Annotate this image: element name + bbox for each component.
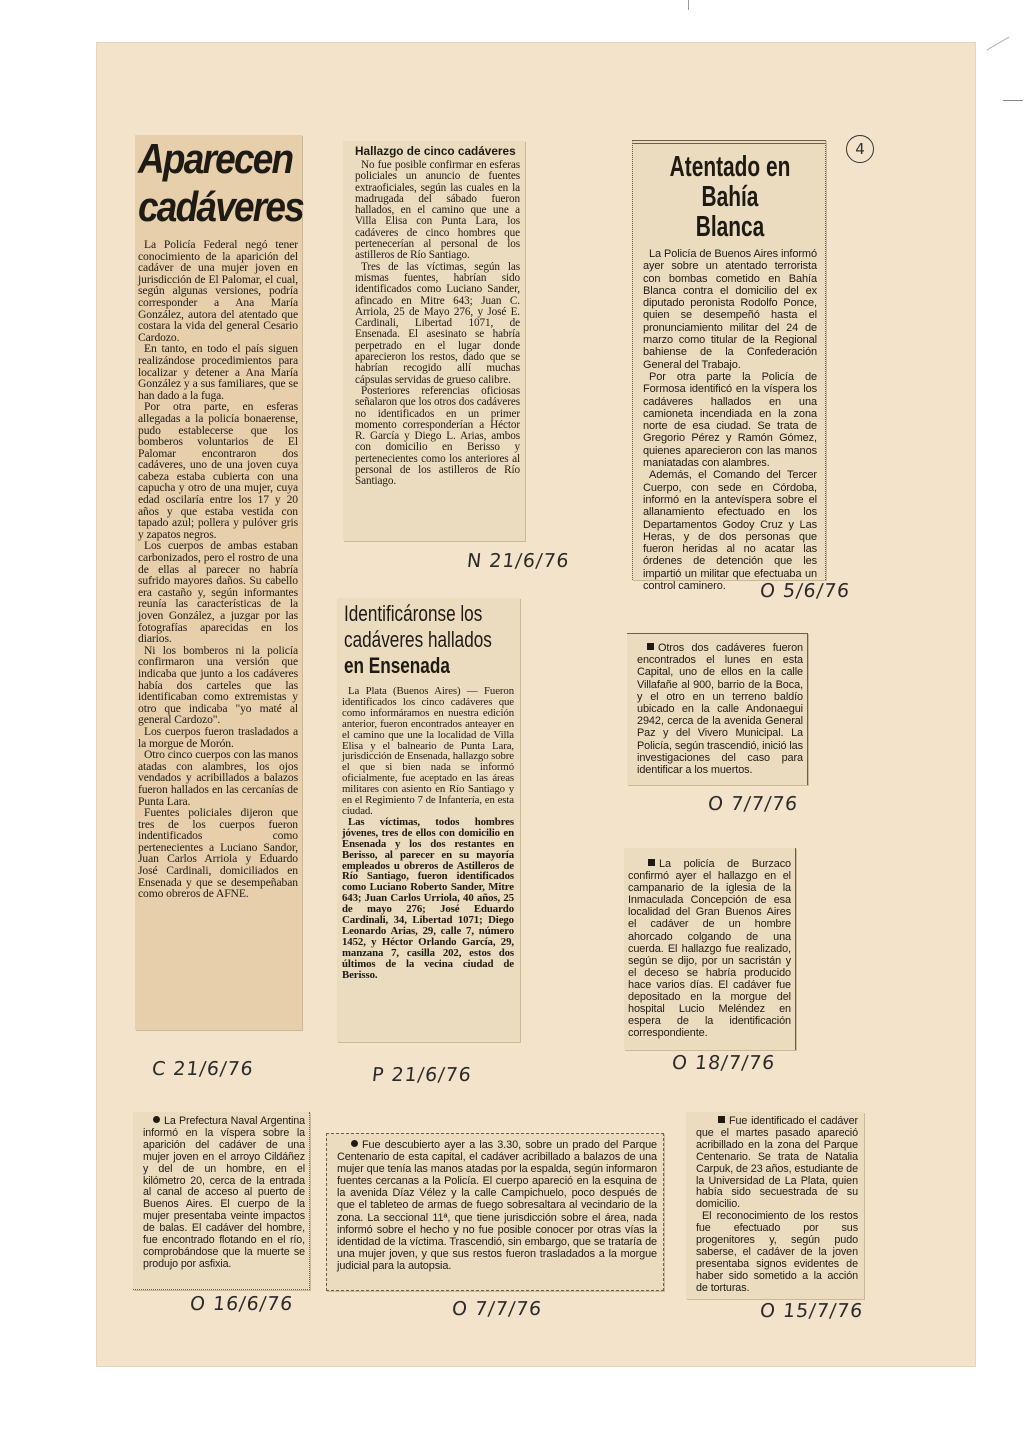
clipping-burzaco [624, 848, 796, 1050]
article-paragraph: Los cuerpos de ambas estaban carbonizados, pero el rostro de una de ellas al parecer no habría sufrido mayores daños. Su cabello era castaño y, según informantes reunía las características de la joven González, a juzgar por las fotografías aparecidas en los diarios. [138, 539, 298, 646]
handwritten-date-note: P 21/6/76 [370, 1064, 473, 1086]
handwritten-date-note: O 7/7/76 [706, 793, 800, 815]
clipping-hallazgo-cinco-cadaveres [343, 141, 525, 541]
article-paragraph: Fuentes policiales dijeron que tres de los cuerpos fueron indentificados como pertenecientes a Luciano Sandor, Juan Carlos Arriola y Eduardo José Cardinali, domiciliados en Ensenada y que se desempeñaban como obreros de AFNE. [138, 806, 298, 901]
clipping-identificaronse-ensenada [337, 598, 520, 1042]
article-paragraph: La Policía Federal negó tener conocimiento de la aparición del cadáver de una mujer joven en jurisdicción de El Palomar, el cual, según algunas versiones, podría corresponder a Ana María González, autora del atentado que costara la vida del general Cesario Cardozo. [138, 238, 298, 344]
headline-cadaveres: cadáveres [138, 183, 304, 230]
article-paragraph: La Prefectura Naval Argentina informó en la víspera sobre la aparición del cadáver de una mujer joven en el arroyo Cildáñez y del de un hombre, en el kilómetro 20, cerca de la entrada al canal de acceso al puerto de Buenos Aires. El cuerpo de la mujer presentaba veinte impactos de balas. El cadáver del hombre, fue encontrado flotando en el río, comprobándose que la muerte se produjo por asfixia. [143, 1115, 305, 1270]
clipping-prefectura-naval [133, 1112, 310, 1290]
bullet-icon [718, 1116, 725, 1123]
handwritten-date-note: O 16/6/76 [188, 1293, 295, 1315]
clipping-otros-dos-cadaveres [627, 633, 808, 785]
scan-edge-line [1003, 100, 1023, 101]
handwritten-date-note: C 21/6/76 [150, 1058, 255, 1080]
headline-ensenada-line3: en Ensenada [344, 653, 450, 678]
headline-ensenada-line2: cadáveres hallados [344, 627, 492, 652]
scan-tick-mark [688, 0, 689, 10]
clipping-aparecen-cadaveres [135, 135, 302, 1030]
article-paragraph: El reconocimiento de los restos fue efectuado por sus progenitores y, según pudo saberse, el cadáver de la joven presentaba signos evidentes de haber sido sometido a la acción de torturas. [696, 1210, 858, 1294]
headline-aparecen: Aparecen [138, 135, 293, 182]
handwritten-date-note: O 15/7/76 [758, 1300, 865, 1322]
bullet-icon [153, 1116, 160, 1123]
article-paragraph: Posteriores referencias oficiosas señalaron que los otros dos cadáveres no identificados en un primer momento corresponderían a Héctor R. García y Diego L. Arias, ambos con domicilio en Berisso y pertenecientes como los anteriores al personal de los astilleros de Río Santiago. [355, 384, 520, 488]
article-paragraph: En tanto, en todo el país siguen realizándose procedimientos para localizar y detener a Ana María González y a sus familiares, que se han dado a la fuga. [138, 342, 298, 402]
article-paragraph: No fue posible confirmar en esferas policiales un anuncio de fuentes extraoficiales, según las cuales en la madrugada del sábado fueron hallados, en el camino que une a Villa Elisa con Punta Lara, los cadáveres de cinco hombres que pertenecerían al personal de los astilleros de Río Santiago. [355, 159, 520, 262]
headline-atentado: Atentado en Bahía Blanca [669, 151, 791, 243]
article-paragraph: Además, el Comando del Tercer Cuerpo, con sede en Córdoba, informó en la antevíspera sobre el allanamiento efectuado en los Departamentos Godoy Cruz y Las Heras, y de dos personas que fueron heridas al no acatar las órdenes de detención que les impartió un militar que efectuaba un control caminero. [643, 469, 817, 593]
bullet-icon [351, 1140, 358, 1147]
bullet-icon [648, 859, 655, 866]
article-paragraph: Por otra parte, en esferas allegadas a la policía bonaerense, pudo establecerse que los bomberos voluntarios de El Palomar encontraron dos cadáveres, uno de una joven cuya cabeza estaba cubierta con una capucha y otro de una mujer, cuya edad oscilaría entre los 17 y 20 años y que estaba vestida con tapado azul; pollera y pulóver gris y zapatos negros. [138, 400, 298, 541]
article-paragraph: La Plata (Buenos Aires) — Fueron identificados los cinco cadáveres que como informáramos en nuestra edición anterior, fueron encontrados anteayer en el camino que une la localidad de Villa Elisa y el balneario de Punta Lara, jurisdicción de Ensenada, hallazgo sobre el que si bien nada se informó oficialmente, fue aceptado en las áreas militares con asiento en Río Santiago y en el Regimiento 7 de Infantería, en esta ciudad. [342, 685, 514, 817]
clipping-atentado-bahia-blanca [632, 140, 826, 593]
article-paragraph: Los cuerpos fueron trasladados a la morgue de Morón. [138, 724, 298, 750]
article-paragraph: Fue descubierto ayer a las 3.30, sobre un prado del Parque Centenario de esta capital, el cadáver acribillado a balazos de una mujer que tenía las manos atadas por la espalda, según informaron fuentes cercanas a la Policía. El cuerpo apareció en la esquina de la avenida Díaz Vélez y la calle Campichuelo, poco después de que el tableteo de armas de fuego sobresaltara al vecindario de la zona. La seccional 11ª, que tiene jurisdicción sobre el área, nada informó sobre el hecho y no fue posible conocer por otras vías la identidad de la víctima. Trascendió, sin embargo, que se trataría de una mujer joven, y que sus restos fueron trasladados a la morgue judicial para la autopsia. [337, 1139, 657, 1272]
article-paragraph: La policía de Burzaco confirmó ayer el hallazgo en el campanario de la iglesia de la Inmaculada Concepción de esa localidad del Gran Buenos Aires el cadáver de un hombre ahorcado colgando de una cuerda. El hallazgo fue realizado, según se dijo, por un sacristán y el deceso se habría producido hace varios días. El cadáver fue depositado en la morgue del hospital Lucio Meléndez en espera de la identificación correspondiente. [628, 858, 791, 1040]
handwritten-date-note: N 21/6/76 [465, 550, 571, 572]
page-number-circle: 4 [846, 135, 874, 163]
article-paragraph: Otros dos cadáveres fueron encontrados el lunes en esta Capital, uno de ellos en la calle Villafañe al 900, barrio de la Boca, y el otro en un terreno baldío ubicado en la calle Andonaegui 2942, cerca de la avenida General Paz y del Vivero Municipal. La Policía, según trascendió, inició las investigaciones del caso para identificar a los muertos. [637, 642, 803, 777]
handwritten-date-note: O 18/7/76 [670, 1052, 777, 1074]
handwritten-date-note: O 7/7/76 [450, 1298, 544, 1320]
article-paragraph: Por otra parte la Policía de Formosa identificó en la víspera los cadáveres hallados en una camioneta incendiada en la zona norte de esa ciudad. Se trata de Gregorio Pérez y Ramón Gómez, quienes aparecieron con las manos maniatadas con alambres. [643, 370, 817, 470]
article-kicker: Hallazgo de cinco cadáveres [355, 144, 516, 158]
headline-ensenada-line1: Identificáronse los [344, 601, 483, 626]
article-paragraph: Otro cinco cuerpos con las manos atadas con alambres, los ojos vendados y acribillados a balazos fueron hallados en las cercanías de Punta Lara. [138, 748, 298, 808]
clipping-natalia-carpuk [686, 1112, 864, 1299]
handwritten-date-note: O 5/6/76 [758, 580, 852, 602]
article-paragraph: Fue identificado el cadáver que el martes pasado apareció acribillado en la zona del Parque Centenario. Se trata de Natalia Carpuk, de 23 años, estudiante de la Universidad de La Plata, quien había sido secuestrada de su domicilio. [696, 1115, 858, 1211]
article-paragraph: Tres de las víctimas, según las mismas fuentes, habrían sido identificados como Luciano Sander, afincado en Mitre 643; Juan C. Arriola, 25 de Mayo 276, y José E. Cardinali, Libertad 1071, de Ensenada. El asesinato se habría perpetrado en el lugar donde aparecieron los restos, dado que se habrían recogido allí muchas cápsulas servidas de grueso calibre. [355, 260, 520, 386]
scan-corner-line [986, 37, 1009, 51]
clipping-parque-centenario [326, 1133, 664, 1291]
article-paragraph: La Policía de Buenos Aires informó ayer sobre un atentado terrorista con bombas cometido en Bahía Blanca contra el domicilio del ex diputado peronista Rodolfo Ponce, quien se desempeñó hasta el pronunciamiento militar del 24 de marzo como titular de la Regional bahiense de la Confederación General del Trabajo. [643, 248, 817, 371]
bullet-icon [647, 643, 654, 650]
article-paragraph: Las víctimas, todos hombres jóvenes, tres de ellos con domicilio en Ensenada y los dos restantes en Berisso, al parecer en su mayoría empleados u obreros de Astilleros de Río Santiago, fueron identificados como Luciano Roberto Sander, Mitre 643; Juan Carlos Urriola, 40 años, 25 de mayo 276; José Eduardo Cardinali, 34, Libertad 1071; Diego Leonardo Arias, 29, calle 7, número 1452, y Héctor Orlando García, 29, manzana 7, casilla 202, estos dos últimos de la vecina ciudad de Berisso. [342, 815, 514, 981]
article-paragraph: Ni los bomberos ni la policía confirmaron una versión que indicaba que junto a los cadáveres había dos carteles que las identificaban como extremistas y otro que indicaba "yo maté al general Cardozo". [138, 643, 298, 727]
